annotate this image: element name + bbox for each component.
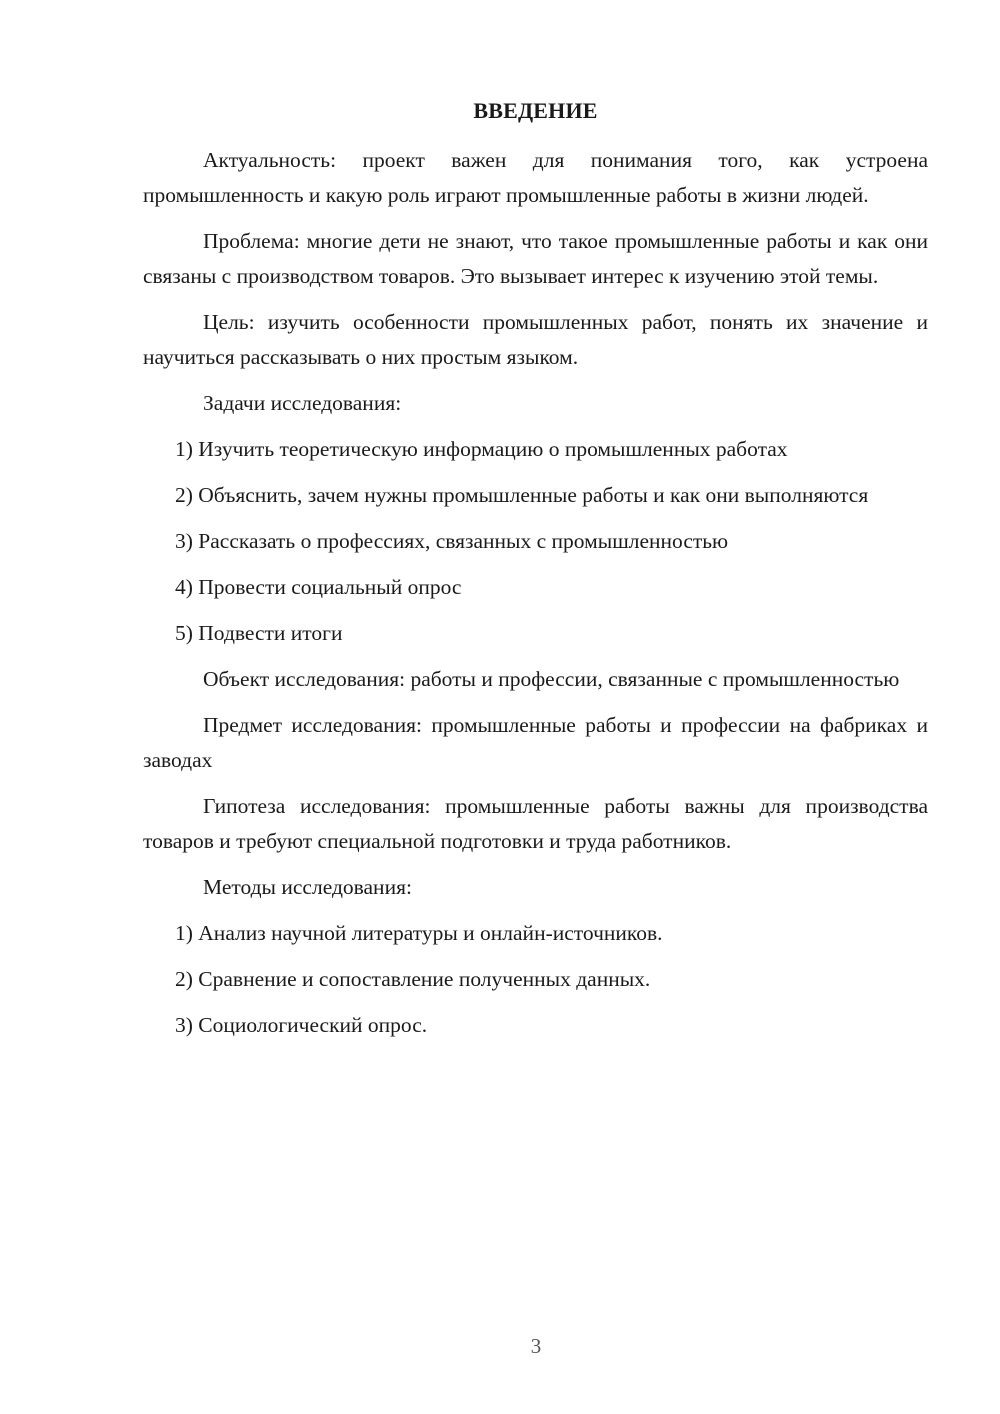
paragraph-subject: Предмет исследования: промышленные работы и профессии на фабриках и заводах — [143, 713, 928, 772]
list-item-task-5: 5) Подвести итоги — [175, 621, 343, 645]
paragraph-problem: Проблема: многие дети не знают, что такое промышленные работы и как они связаны с производством товаров. Это вызывает интерес к изучению этой темы. — [143, 229, 928, 288]
paragraph-hypothesis: Гипотеза исследования: промышленные работы важны для производства товаров и требуют специальной подготовки и труда работников. — [143, 794, 928, 853]
list-item-task-3: 3) Рассказать о профессиях, связанных с промышленностью — [175, 529, 729, 553]
list-item-task-1: 1) Изучить теоретическую информацию о промышленных работах — [175, 437, 788, 461]
page-number: 3 — [530, 1334, 542, 1358]
paragraph-tasks-heading: Задачи исследования: — [203, 391, 402, 415]
section-title: ВВЕДЕНИЕ — [473, 98, 598, 123]
list-item-task-2: 2) Объяснить, зачем нужны промышленные работы и как они выполняются — [175, 483, 869, 507]
list-item-method-2: 2) Сравнение и сопоставление полученных данных. — [175, 967, 651, 991]
paragraph-relevance: Актуальность: проект важен для понимания того, как устроена промышленность и какую роль играют промышленные работы в жизни людей. — [143, 148, 928, 207]
list-item-method-3: 3) Социологический опрос. — [175, 1013, 428, 1037]
list-item-task-4: 4) Провести социальный опрос — [175, 575, 462, 599]
paragraph-methods-heading: Методы исследования: — [203, 875, 412, 899]
paragraph-goal: Цель: изучить особенности промышленных работ, понять их значение и научиться рассказывать о них простым языком. — [143, 310, 928, 369]
paragraph-object: Объект исследования: работы и профессии, связанные с промышленностью — [203, 667, 900, 691]
document-body — [143, 143, 928, 1054]
list-item-method-1: 1) Анализ научной литературы и онлайн-источников. — [175, 921, 663, 945]
